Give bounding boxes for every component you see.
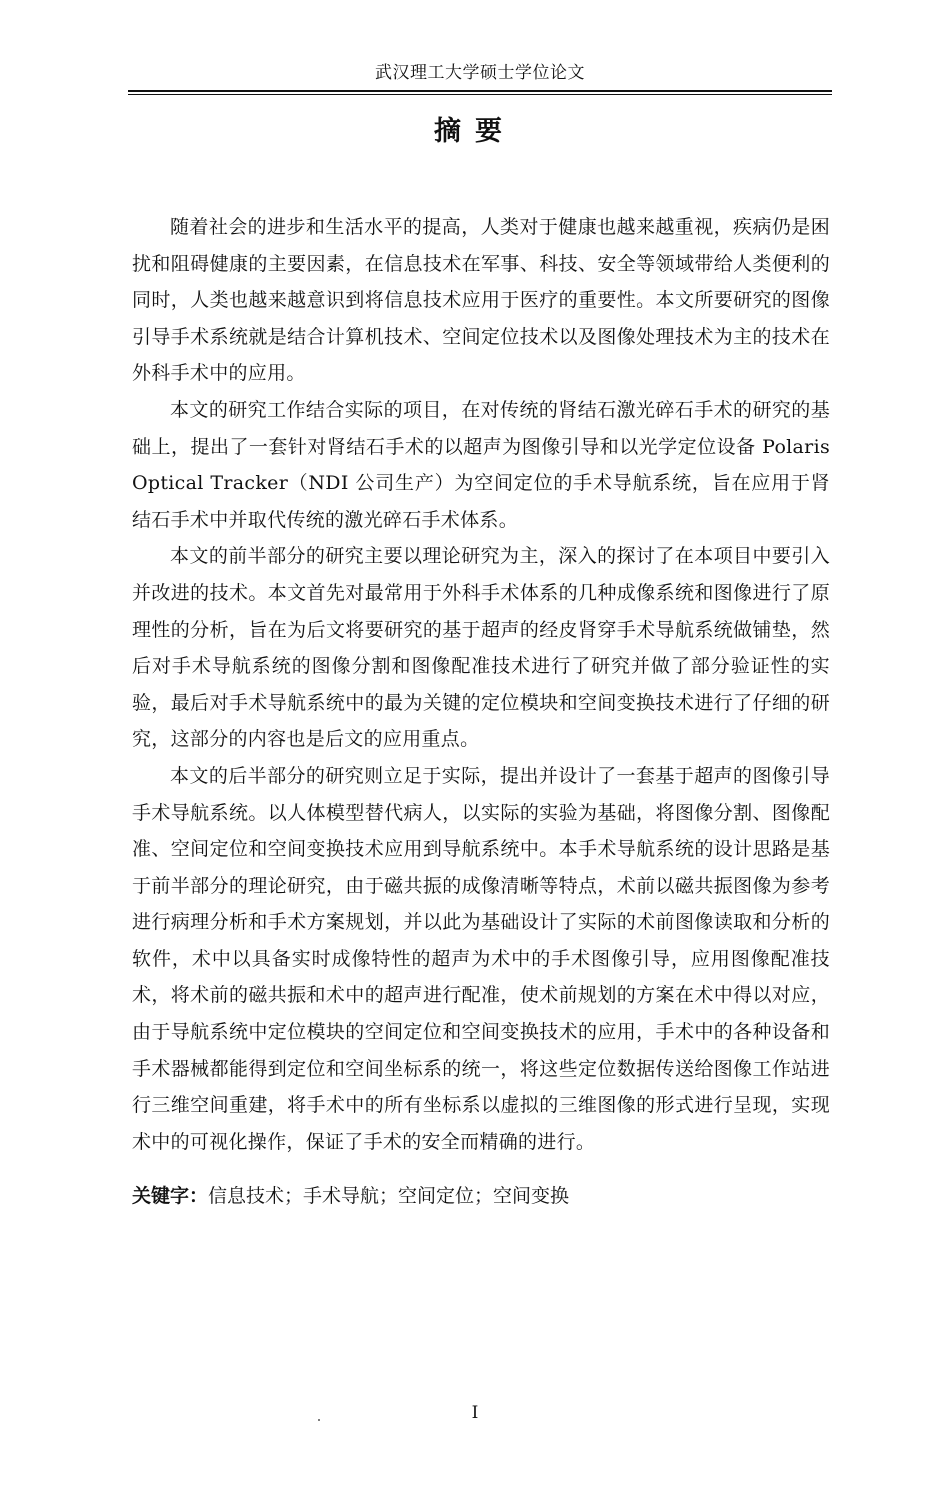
keywords-label: 关键字：: [132, 1185, 209, 1207]
abstract-paragraph-2: 本文的研究工作结合实际的项目，在对传统的肾结石激光碎石手术的研究的基础上，提出了一套针对肾结石手术的以超声为图像引导和以光学定位设备 Polaris Optical Tracker（NDI 公司生产）为空间定位的手术导航系统，旨在应用于肾结石手术中并取代传统的激光碎石手术体系。: [132, 398, 830, 531]
abstract-paragraph-4: 本文的后半部分的研究则立足于实际，提出并设计了一套基于超声的图像引导手术导航系统。以人体模型替代病人，以实际的实验为基础，将图像分割、图像配准、空间定位和空间变换技术应用到导航系统中。本手术导航系统的设计思路是基于前半部分的理论研究，由于磁共振的成像清晰等特点，术前以磁共振图像为参考进行病理分析和手术方案规划，并以此为基础设计了实际的术前图像读取和分析的软件，术中以具备实时成像特性的超声为术中的手术图像引导，应用图像配准技术，将术前的磁共振和术中的超声进行配准，使术前规划的方案在术中得以对应，由于导航系统中定位模块的空间定位和空间变换技术的应用，手术中的各种设备和手术器械都能得到定位和空间坐标系的统一，将这些定位数据传送给图像工作站进行三维空间重建，将手术中的所有坐标系以虚拟的三维图像的形式进行呈现，实现术中的可视化操作，保证了手术的安全而精确的进行。: [132, 764, 830, 1153]
running-header: 武汉理工大学硕士学位论文: [375, 63, 585, 83]
header-rule: [128, 90, 832, 92]
abstract-paragraph-1: 随着社会的进步和生活水平的提高，人类对于健康也越来越重视，疾病仍是困扰和阻碍健康的主要因素，在信息技术在军事、科技、安全等领域带给人类便利的同时，人类也越来越意识到将信息技术应用于医疗的重要性。本文所要研究的图像引导手术系统就是结合计算机技术、空间定位技术以及图像处理技术为主的技术在外科手术中的应用。: [132, 216, 830, 385]
page-number: I: [471, 1403, 479, 1423]
keywords-text: 信息技术；手术导航；空间定位；空间变换: [208, 1185, 570, 1207]
header-rule-thin: [128, 94, 832, 95]
abstract-paragraph-3: 本文的前半部分的研究主要以理论研究为主，深入的探讨了在本项目中要引入并改进的技术。本文首先对最常用于外科手术体系的几种成像系统和图像进行了原理性的分析，旨在为后文将要研究的基于超声的经皮肾穿手术导航系统做铺垫，然后对手术导航系统的图像分割和图像配准技术进行了研究并做了部分验证性的实验，最后对手术导航系统中的最为关键的定位模块和空间变换技术进行了仔细的研究，这部分的内容也是后文的应用重点。: [132, 545, 830, 751]
abstract-title: 摘要: [434, 116, 516, 147]
abstract-body: [132, 209, 830, 1160]
keywords-line: [132, 1180, 830, 1212]
